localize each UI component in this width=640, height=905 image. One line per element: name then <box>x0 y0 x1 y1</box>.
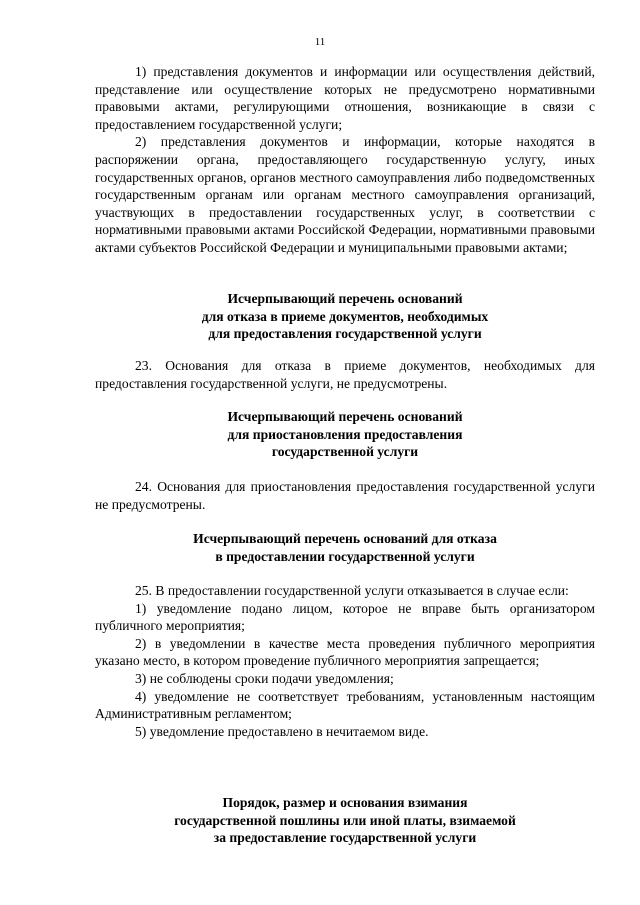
list-item: 5) уведомление предоставлено в нечитаемом виде. <box>135 723 429 739</box>
heading-line: государственной пошлины или иной платы, взимаемой <box>174 812 516 828</box>
paragraph-23-text: 23. Основания для отказа в приеме документов, необходимых для предоставления государственной услуги, не предусмотрены. <box>95 358 595 391</box>
paragraph-24 <box>95 478 595 513</box>
paragraph-24-text: 24. Основания для приостановления предоставления государственной услуги не предусмотрены. <box>95 479 595 512</box>
heading-line: для отказа в приеме документов, необходимых <box>201 308 489 324</box>
heading-line: Исчерпывающий перечень оснований <box>227 409 463 424</box>
list-item: 4) уведомление не соответствует требованиям, установленным настоящим Административным регламентом; <box>95 688 595 722</box>
heading-line: Порядок, размер и основания взимания <box>222 795 468 810</box>
paragraph-item-1: 1) представления документов и информации или осуществления действий, представление или осуществление которых не предусмотрено нормативными правовыми актами, регулирующими отношения, возникающие в связи с предоставлением государственной услуги; <box>95 64 595 132</box>
heading-line: государственной услуги <box>271 444 419 460</box>
paragraph-23 <box>95 357 595 392</box>
paragraph-item-2: 2) представления документов и информации, которые находятся в распоряжении органа, предоставляющего государственную услугу, иных государственных органов, органов местного самоуправления либо подведомственных государственным органам или органам местного самоуправления организаций, участвующих в предоставлении государственных услуг, в соответствии с нормативными правовыми актами Российской Федерации, нормативными правовыми актами субъектов Российской Федерации и муниципальными правовыми актами; <box>95 134 595 255</box>
heading-line: для предоставления государственной услуги <box>208 326 482 342</box>
list-item: 2) в уведомлении в качестве места проведения публичного мероприятия указано место, в котором проведение публичного мероприятия запрещается; <box>95 635 595 669</box>
paragraph-block-1 <box>95 63 595 257</box>
page-number: 11 <box>314 36 326 48</box>
heading-line: для приостановления предоставления <box>227 426 463 442</box>
heading-line: за предоставление государственной услуги <box>213 830 477 846</box>
section-heading-fees <box>80 794 610 847</box>
section-heading-refusal-acceptance <box>80 290 610 343</box>
list-item: 1) уведомление подано лицом, которое не вправе быть организатором публичного мероприятия; <box>95 600 595 634</box>
heading-line: Исчерпывающий перечень оснований для отказа <box>193 531 497 546</box>
paragraph-25-intro: 25. В предоставлении государственной услуги отказывается в случае если: <box>135 583 569 598</box>
section-heading-refusal-service <box>80 530 610 565</box>
paragraph-25 <box>95 582 595 740</box>
section-heading-suspension <box>80 408 610 461</box>
list-item: 3) не соблюдены сроки подачи уведомления; <box>135 670 394 686</box>
heading-line: Исчерпывающий перечень оснований <box>227 291 463 306</box>
heading-line: в предоставлении государственной услуги <box>215 548 475 564</box>
